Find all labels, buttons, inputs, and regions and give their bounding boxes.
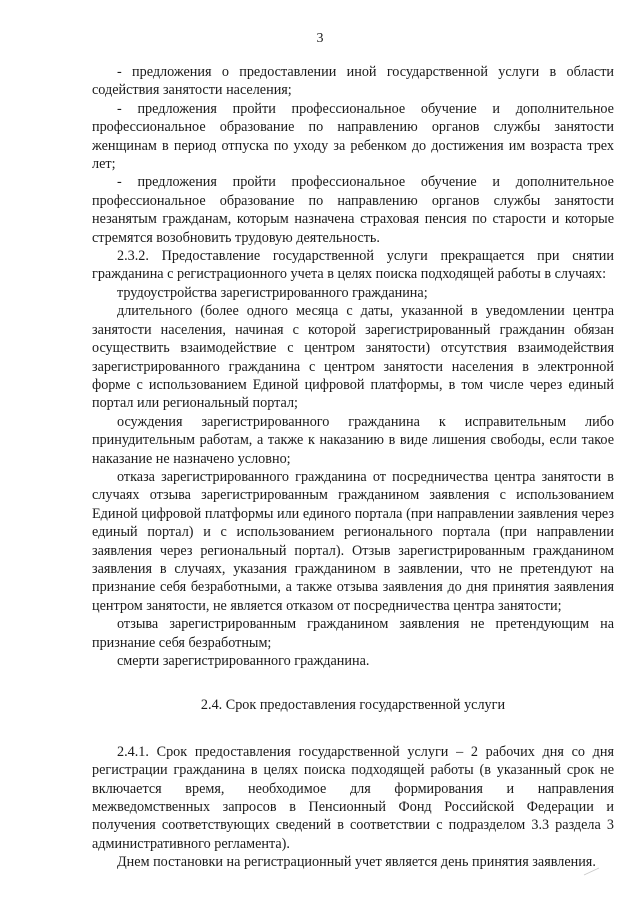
- paragraph-withdrawal: отзыва зарегистрированным гражданином заявления не претендующим на признание себя безработным;: [92, 616, 614, 651]
- paragraph-employment: трудоустройства зарегистрированного гражданина;: [117, 284, 428, 301]
- document-body: [92, 63, 614, 872]
- paragraph-other-service-offer: - предложения о предоставлении иной государственной услуги в области содействия занятости населения;: [92, 64, 614, 99]
- pen-mark-icon: [583, 866, 601, 876]
- section-heading-2-4: 2.4. Срок предоставления государственной услуги: [200, 697, 506, 714]
- page-number: 3: [316, 31, 324, 46]
- paragraph-2-3-2: 2.3.2. Предоставление государственной услуги прекращается при снятии гражданина с регистрационного учета в целях поиска подходящей работы в случаях:: [92, 248, 614, 283]
- paragraph-conviction: осуждения зарегистрированного гражданина к исправительным либо принудительным работам, а также к наказанию в виде лишения свободы, если такое наказание не назначено условно;: [92, 413, 614, 467]
- paragraph-2-4-1: 2.4.1. Срок предоставления государственной услуги – 2 рабочих дня со дня регистрации гражданина в целях поиска подходящей работы (в указанный срок не включается время, необходимое для формирования и направления межведомственных запросов в Пенсионный Фонд Российской Федерации и получения соответствующих сведений в соответствии с подразделом 3.3 раздела 3 административного регламента).: [92, 743, 614, 852]
- paragraph-death: смерти зарегистрированного гражданина.: [117, 653, 370, 669]
- paragraph-training-offer-pensioners: - предложения пройти профессиональное обучение и дополнительное профессиональное образование по направлению органов службы занятости незанятым гражданам, которым назначена страховая пенсия по старости и которые стремятся возобновить трудовую деятельность.: [92, 174, 614, 246]
- paragraph-training-offer-women: - предложения пройти профессиональное обучение и дополнительное профессиональное образование по направлению органов службы занятости женщинам в период отпуска по уходу за ребенком до достижения им возраста трех лет;: [92, 100, 614, 173]
- paragraph-registration-day: Днем постановки на регистрационный учет является день принятия заявления.: [117, 854, 596, 871]
- paragraph-refusal-mediation: отказа зарегистрированного гражданина от посредничества центра занятости в случаях отзыва зарегистрированным гражданином заявления с использованием Единой цифровой платформы или единого портала (при направлении заявления через единый портал) и с использованием регионального портала (при направлении заявления через региональный портал). Отзыв зарегистрированным гражданином заявления в случаях, указания гражданином в заявлении, что не претендуют на признание себя безработными, а также отзыва заявления до дня принятия заявления центром занятости, не является отказом от посредничества центра занятости;: [92, 468, 614, 614]
- paragraph-long-absence: длительного (более одного месяца с даты, указанной в уведомлении центра занятости населения, начиная с которой зарегистрированный гражданин обязан осуществить взаимодействие с центром занятости) отсутствия взаимодействия зарегистрированного гражданина с центром занятости населения в электронной форме с использованием Единой цифровой платформы, в том числе через единый портал или региональный портал;: [92, 303, 614, 412]
